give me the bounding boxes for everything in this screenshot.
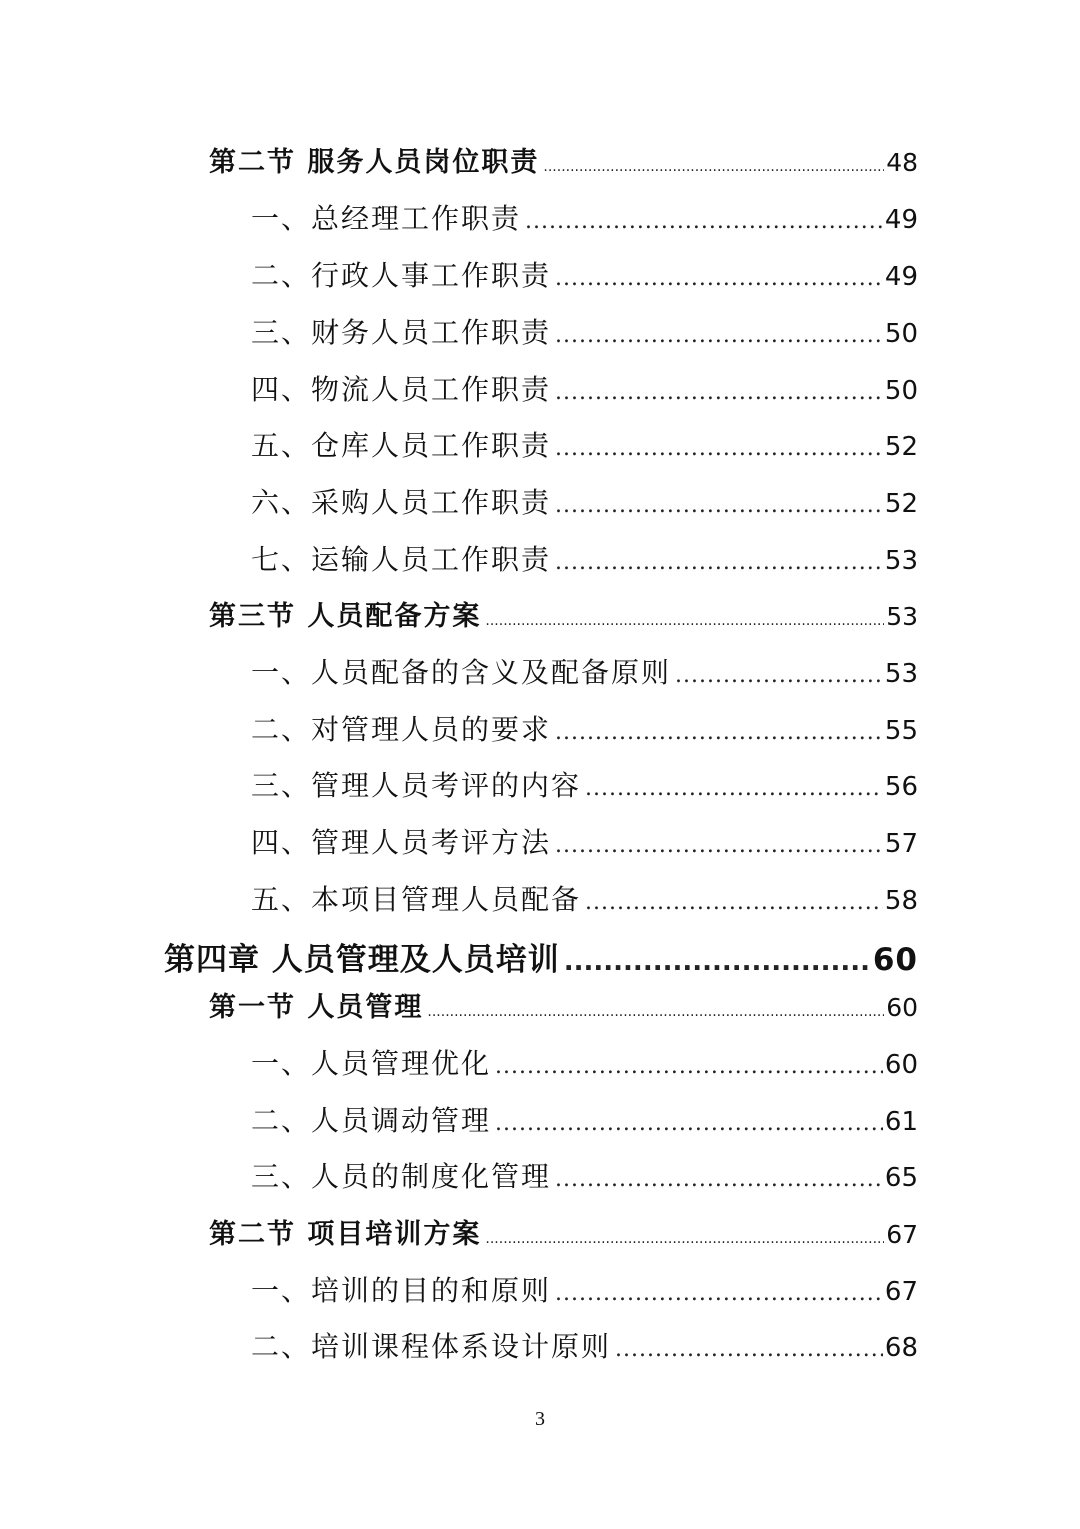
dot-leader bbox=[675, 663, 883, 688]
dot-leader bbox=[555, 323, 883, 348]
dot-leader bbox=[555, 1167, 883, 1192]
toc-entry-page: 57 bbox=[884, 829, 918, 859]
toc-entry-label: 五、本项目管理人员配备 bbox=[251, 883, 582, 916]
toc-entry[interactable] bbox=[209, 140, 918, 179]
toc-entry[interactable] bbox=[251, 538, 918, 578]
toc-entry-label: 四、物流人员工作职责 bbox=[251, 373, 552, 406]
toc-entry[interactable] bbox=[251, 651, 918, 691]
toc-entry[interactable] bbox=[251, 1325, 918, 1365]
toc-entry[interactable] bbox=[251, 368, 918, 408]
toc-entry[interactable] bbox=[251, 197, 918, 237]
toc-entry-label: 三、财务人员工作职责 bbox=[251, 316, 552, 349]
toc-entry[interactable] bbox=[164, 934, 918, 979]
toc-entry[interactable] bbox=[251, 1042, 918, 1082]
dot-leader bbox=[495, 1054, 883, 1079]
toc-entry-label: 六、采购人员工作职责 bbox=[251, 486, 552, 519]
toc-entry-page: 53 bbox=[886, 602, 918, 631]
dot-leader bbox=[525, 209, 883, 234]
dot-leader bbox=[427, 1004, 884, 1020]
toc-entry-page: 53 bbox=[884, 659, 918, 689]
toc-entry-page: 49 bbox=[884, 262, 918, 292]
toc-entry-label: 二、人员调动管理 bbox=[251, 1104, 492, 1137]
dot-leader bbox=[543, 159, 884, 175]
toc-entry[interactable] bbox=[251, 1269, 918, 1309]
toc-entry[interactable] bbox=[251, 821, 918, 861]
toc-entry-label: 一、人员配备的含义及配备原则 bbox=[251, 656, 672, 689]
toc-entry-label: 第四章 人员管理及人员培训 bbox=[164, 942, 560, 978]
toc-entry-page: 67 bbox=[884, 1277, 918, 1307]
toc-entry-label: 七、运输人员工作职责 bbox=[251, 543, 552, 576]
toc-entry-label: 一、人员管理优化 bbox=[251, 1047, 492, 1080]
toc-entry-label: 一、总经理工作职责 bbox=[251, 202, 522, 235]
toc-entry-page: 52 bbox=[884, 432, 918, 462]
toc-entry[interactable] bbox=[251, 764, 918, 804]
toc-entry-page: 49 bbox=[884, 205, 918, 235]
toc-entry-page: 50 bbox=[884, 376, 918, 406]
dot-leader bbox=[555, 436, 883, 461]
toc-entry-page: 48 bbox=[886, 148, 918, 177]
toc-entry-label: 第二节 服务人员岗位职责 bbox=[209, 147, 540, 178]
toc-entry[interactable] bbox=[251, 1155, 918, 1195]
toc-entry-label: 第二节 项目培训方案 bbox=[209, 1219, 482, 1250]
toc-entry[interactable] bbox=[209, 985, 918, 1024]
toc-entry-label: 二、对管理人员的要求 bbox=[251, 713, 552, 746]
dot-leader bbox=[555, 380, 883, 405]
page-number: 3 bbox=[535, 1408, 545, 1430]
toc-entry-page: 65 bbox=[884, 1163, 918, 1193]
toc-entry[interactable] bbox=[251, 311, 918, 351]
toc-entry[interactable] bbox=[251, 708, 918, 748]
toc-entry-label: 第三节 人员配备方案 bbox=[209, 601, 482, 632]
toc-entry-page: 60 bbox=[872, 942, 918, 978]
toc-entry-label: 四、管理人员考评方法 bbox=[251, 826, 552, 859]
toc-entry-label: 三、人员的制度化管理 bbox=[251, 1160, 552, 1193]
dot-leader bbox=[615, 1337, 883, 1362]
dot-leader bbox=[555, 266, 883, 291]
dot-leader bbox=[555, 720, 883, 745]
toc-entry-label: 第一节 人员管理 bbox=[209, 992, 424, 1023]
dot-leader bbox=[555, 1281, 883, 1306]
dot-leader bbox=[564, 947, 871, 977]
toc-entry[interactable] bbox=[251, 481, 918, 521]
toc-entry-label: 二、行政人事工作职责 bbox=[251, 259, 552, 292]
dot-leader bbox=[555, 493, 883, 518]
toc-entry[interactable] bbox=[209, 1212, 918, 1251]
toc-entry-label: 三、管理人员考评的内容 bbox=[251, 769, 582, 802]
dot-leader bbox=[495, 1111, 883, 1136]
dot-leader bbox=[585, 776, 883, 801]
toc-entry-page: 60 bbox=[886, 993, 918, 1022]
toc-entry-page: 68 bbox=[884, 1333, 918, 1363]
toc-entry-page: 58 bbox=[884, 886, 918, 916]
toc-entry[interactable] bbox=[251, 1099, 918, 1139]
toc-entry[interactable] bbox=[251, 878, 918, 918]
dot-leader bbox=[555, 833, 883, 858]
toc-entry[interactable] bbox=[209, 594, 918, 633]
dot-leader bbox=[485, 613, 884, 629]
toc-entry[interactable] bbox=[251, 254, 918, 294]
dot-leader bbox=[585, 890, 883, 915]
toc-entry-label: 五、仓库人员工作职责 bbox=[251, 429, 552, 462]
toc-entry-label: 一、培训的目的和原则 bbox=[251, 1274, 552, 1307]
toc-entry-page: 53 bbox=[884, 546, 918, 576]
toc-entry-page: 56 bbox=[884, 772, 918, 802]
toc-entry-page: 55 bbox=[884, 716, 918, 746]
dot-leader bbox=[555, 550, 883, 575]
toc-entry-page: 50 bbox=[884, 319, 918, 349]
toc-entry-page: 60 bbox=[884, 1050, 918, 1080]
dot-leader bbox=[485, 1231, 884, 1247]
toc-entry-page: 61 bbox=[884, 1107, 918, 1137]
toc-entry-page: 52 bbox=[884, 489, 918, 519]
toc-entry-page: 67 bbox=[886, 1220, 918, 1249]
toc-entry[interactable] bbox=[251, 424, 918, 464]
toc-entry-label: 二、培训课程体系设计原则 bbox=[251, 1330, 612, 1363]
